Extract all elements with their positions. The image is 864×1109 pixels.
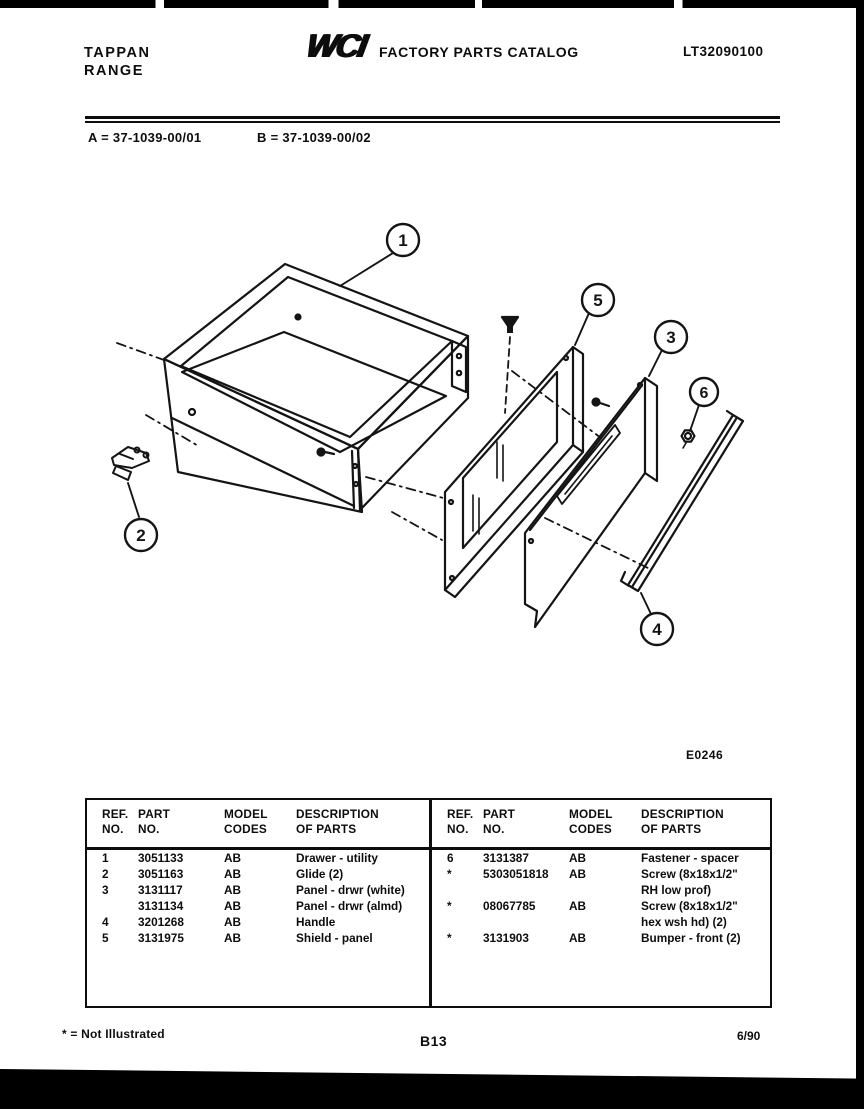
svg-text:6: 6 — [699, 385, 709, 402]
ref-no: 6 — [447, 851, 454, 865]
callout-5 — [582, 284, 614, 316]
ref-no: 4 — [102, 915, 109, 929]
ref-no: * — [447, 931, 452, 945]
revision-date: 6/90 — [737, 1029, 761, 1043]
header-rule-thick — [85, 116, 780, 119]
nut-fastener-icon — [682, 430, 695, 448]
table-rows-left — [87, 850, 429, 946]
part-description: Panel - drwr (white) — [296, 883, 405, 897]
parts-table — [85, 798, 772, 1008]
parts-table-right — [432, 800, 770, 1006]
col-desc: DESCRIPTION OF PARTS — [296, 807, 379, 836]
ref-no: * — [447, 867, 452, 881]
part-description: Panel - drwr (almd) — [296, 899, 403, 913]
table-row — [87, 914, 429, 930]
model-codes: AB — [569, 867, 587, 881]
col-model: MODEL CODES — [224, 807, 268, 836]
model-codes: AB — [224, 867, 242, 881]
col-part: PART NO. — [138, 807, 171, 836]
page-number: B13 — [420, 1033, 448, 1049]
part-no: 3051133 — [138, 851, 184, 865]
center-lines — [117, 343, 648, 568]
part-no: 3051163 — [138, 867, 184, 881]
screw-icon — [502, 317, 518, 413]
part-description: Glide (2) — [296, 867, 344, 881]
table-row — [432, 850, 770, 866]
table-row — [432, 866, 770, 898]
part-no: 3131117 — [138, 883, 183, 897]
svg-text:5: 5 — [593, 291, 603, 310]
part-no: 3131134 — [138, 899, 184, 913]
svg-text:1: 1 — [398, 231, 408, 250]
part-no: 3131903 — [483, 931, 529, 945]
part-description: Screw (8x18x1/2" hex wsh hd) (2) — [641, 899, 738, 929]
part-description: Screw (8x18x1/2" RH low prof) — [641, 867, 738, 897]
col-part: PART NO. — [483, 807, 516, 836]
ref-no — [102, 898, 138, 914]
part-no: 08067785 — [483, 899, 536, 913]
table-row — [87, 850, 429, 866]
part-no: 3201268 — [138, 915, 184, 929]
model-codes: AB — [224, 851, 242, 865]
col-desc: DESCRIPTION OF PARTS — [641, 807, 724, 836]
model-codes: AB — [224, 915, 242, 929]
model-codes: AB — [569, 899, 587, 913]
part-description: Fastener - spacer — [641, 851, 739, 865]
ref-no: 3 — [102, 883, 109, 897]
table-row — [87, 882, 429, 898]
part-description: Bumper - front (2) — [641, 931, 741, 945]
model-number-a: A = 37-1039-00/01 — [88, 130, 202, 145]
table-header-left — [87, 800, 429, 837]
ref-no: 5 — [102, 931, 109, 945]
brand-name — [84, 44, 150, 80]
table-rows-right — [432, 850, 770, 946]
scan-edge-top — [0, 0, 864, 8]
figure-code: E0246 — [686, 748, 724, 762]
svg-text:3: 3 — [666, 328, 676, 347]
parts-table-left — [87, 800, 429, 1006]
part-no: 3131975 — [138, 931, 184, 945]
callout-2 — [125, 519, 157, 551]
model-codes: AB — [224, 899, 242, 913]
scan-edge-bottom — [0, 1069, 864, 1109]
ref-no: 2 — [102, 867, 109, 881]
table-header-right — [432, 800, 770, 837]
part-description: Handle — [296, 915, 336, 929]
col-ref: REF. NO. — [102, 807, 129, 836]
header-rule-thin — [85, 121, 780, 123]
callout-3 — [655, 321, 687, 353]
col-ref: REF. NO. — [447, 807, 474, 836]
part-description: Drawer - utility — [296, 851, 378, 865]
brand-line-2: RANGE — [84, 63, 144, 79]
part-no: 3131387 — [483, 851, 529, 865]
part-no: 5303051818 — [483, 867, 549, 881]
model-codes: AB — [569, 851, 587, 865]
table-row — [87, 866, 429, 882]
publication-number: LT32090100 — [683, 44, 764, 59]
exploded-view-diagram — [0, 195, 864, 761]
wci-logo: WCI — [302, 27, 368, 64]
callout-4 — [641, 613, 673, 645]
table-row — [432, 898, 770, 930]
drawer-part — [164, 264, 468, 512]
model-codes: AB — [569, 931, 587, 945]
table-row — [87, 898, 429, 914]
table-row — [432, 930, 770, 946]
glide-part — [112, 447, 149, 480]
ref-no: * — [447, 899, 452, 913]
not-illustrated-note: * = Not Illustrated — [62, 1027, 165, 1041]
catalog-title: FACTORY PARTS CATALOG — [379, 44, 579, 60]
table-row — [87, 930, 429, 946]
model-codes: AB — [224, 883, 242, 897]
small-screw-icon — [593, 399, 610, 407]
ref-no: 1 — [102, 851, 109, 865]
model-number-b: B = 37-1039-00/02 — [257, 130, 371, 145]
svg-text:2: 2 — [136, 526, 146, 545]
part-description: Shield - panel — [296, 931, 373, 945]
svg-text:4: 4 — [652, 620, 662, 639]
brand-line-1: TAPPAN — [84, 45, 151, 61]
callout-1 — [387, 224, 419, 256]
col-model: MODEL CODES — [569, 807, 613, 836]
model-codes: AB — [224, 931, 242, 945]
callout-6 — [690, 378, 718, 406]
